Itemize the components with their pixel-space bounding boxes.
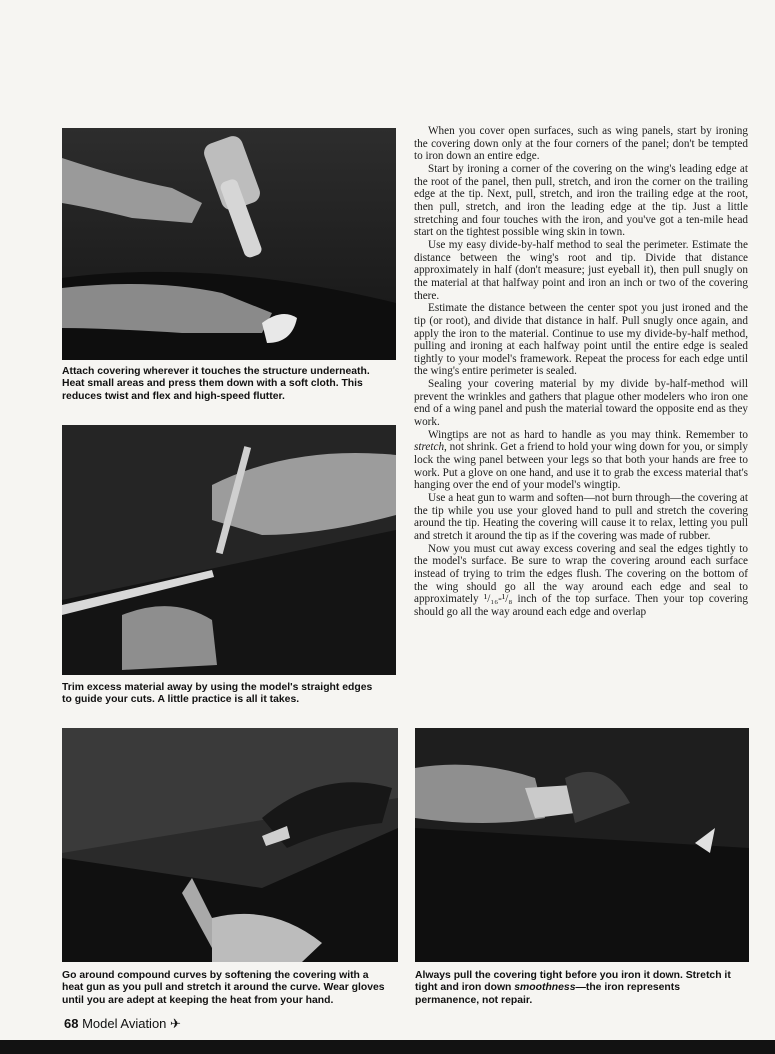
page-footer xyxy=(64,1016,181,1032)
caption-photo-3: Go around compound curves by softening the covering with a heat gun as you pull and stretch it around the curve. Wear gloves until you are adept at keeping the heat from your hand. xyxy=(62,970,385,1006)
airplane-icon: ✈ xyxy=(170,1016,181,1031)
paragraph: Now you must cut away excess covering and seal the edges tightly to the model's surface. Be sure to wrap the covering around each surface instead of trying to trim the edges flush. The covering on the bottom of the wing should go all the way around each edge and seal to approximately ¹/₁₆-¹/₈ inch of the top surface. Then your top covering should go all the way around each edge and overlap xyxy=(414,542,748,618)
article-body xyxy=(414,125,748,619)
photo-heat-gun-cloth xyxy=(62,128,396,360)
paragraph: When you cover open surfaces, such as wing panels, start by ironing the covering down only at the four corners of the panel; don't be tempted to iron down an entire edge. xyxy=(414,125,748,163)
scan-edge-bar xyxy=(0,1040,775,1054)
photo-compound-curve xyxy=(62,728,398,962)
paragraph: Start by ironing a corner of the covering on the wing's leading edge at the root of the panel, then pull, stretch, and iron the corner on the trailing edge at the tip. Next, pull, stretch, and iron the trailing edge at the root, then pull, stretch, and iron the leading edge at the tip. Just a little stretching and four touches with the iron, and you've got a ten-mile head start on the tightest possible wing skin in town. xyxy=(414,162,748,239)
paragraph: Use my easy divide-by-half method to seal the perimeter. Estimate the distance between the wing's root and tip. Divide that distance approximately in half (don't measure; just eyeball it), then pull snugly on the material at that halfway point and iron an inch or two of the covering there. xyxy=(414,238,748,302)
caption-photo-4: Always pull the covering tight before you iron it down. Stretch it tight and iron down smoothness—the iron represents permanence, not repair. xyxy=(415,970,731,1006)
photo-trim-knife xyxy=(62,425,396,675)
photo-iron xyxy=(415,728,749,962)
paragraph: Estimate the distance between the center spot you just ironed and the tip (or root), and divide that distance in half. Pull snugly once again, and apply the iron to the material. Continue to use my divide-by-half method, pulling and ironing at each halfway point until the entire edge is sealed tightly to your model's framework. Repeat the process for each edge until the wing's entire perimeter is sealed. xyxy=(414,302,748,378)
caption-photo-1: Attach covering wherever it touches the structure underneath. Heat small areas and press them down with a soft cloth. This reduces twist and flex and high-speed flutter. xyxy=(62,366,370,402)
paragraph: Use a heat gun to warm and soften—not burn through—the covering at the tip while you use your gloved hand to pull and stretch the covering around the tip. Heating the covering will cause it to relax, letting you pull and stretch it around the tip as if the covering was made of rubber. xyxy=(414,492,748,542)
paragraph: Sealing your covering material by my divide by-half-method will prevent the wrinkles and gathers that plague other modelers who iron one end of a wing panel and push the material toward the opposite end as they work. xyxy=(414,378,748,429)
paragraph: Wingtips are not as hard to handle as you may think. Remember to stretch, not shrink. Get a friend to hold your wing down for you, or simply lock the wing panel between your legs so that both your hands are free to work. Put a glove on one hand, and use it to grab the excess material that's hanging over the end of your model's wingtip. xyxy=(414,428,748,492)
magazine-name: Model Aviation xyxy=(82,1016,167,1031)
page-number: 68 xyxy=(64,1016,79,1031)
caption-photo-2: Trim excess material away by using the model's straight edges to guide your cuts. A little practice is all it takes. xyxy=(62,682,373,706)
